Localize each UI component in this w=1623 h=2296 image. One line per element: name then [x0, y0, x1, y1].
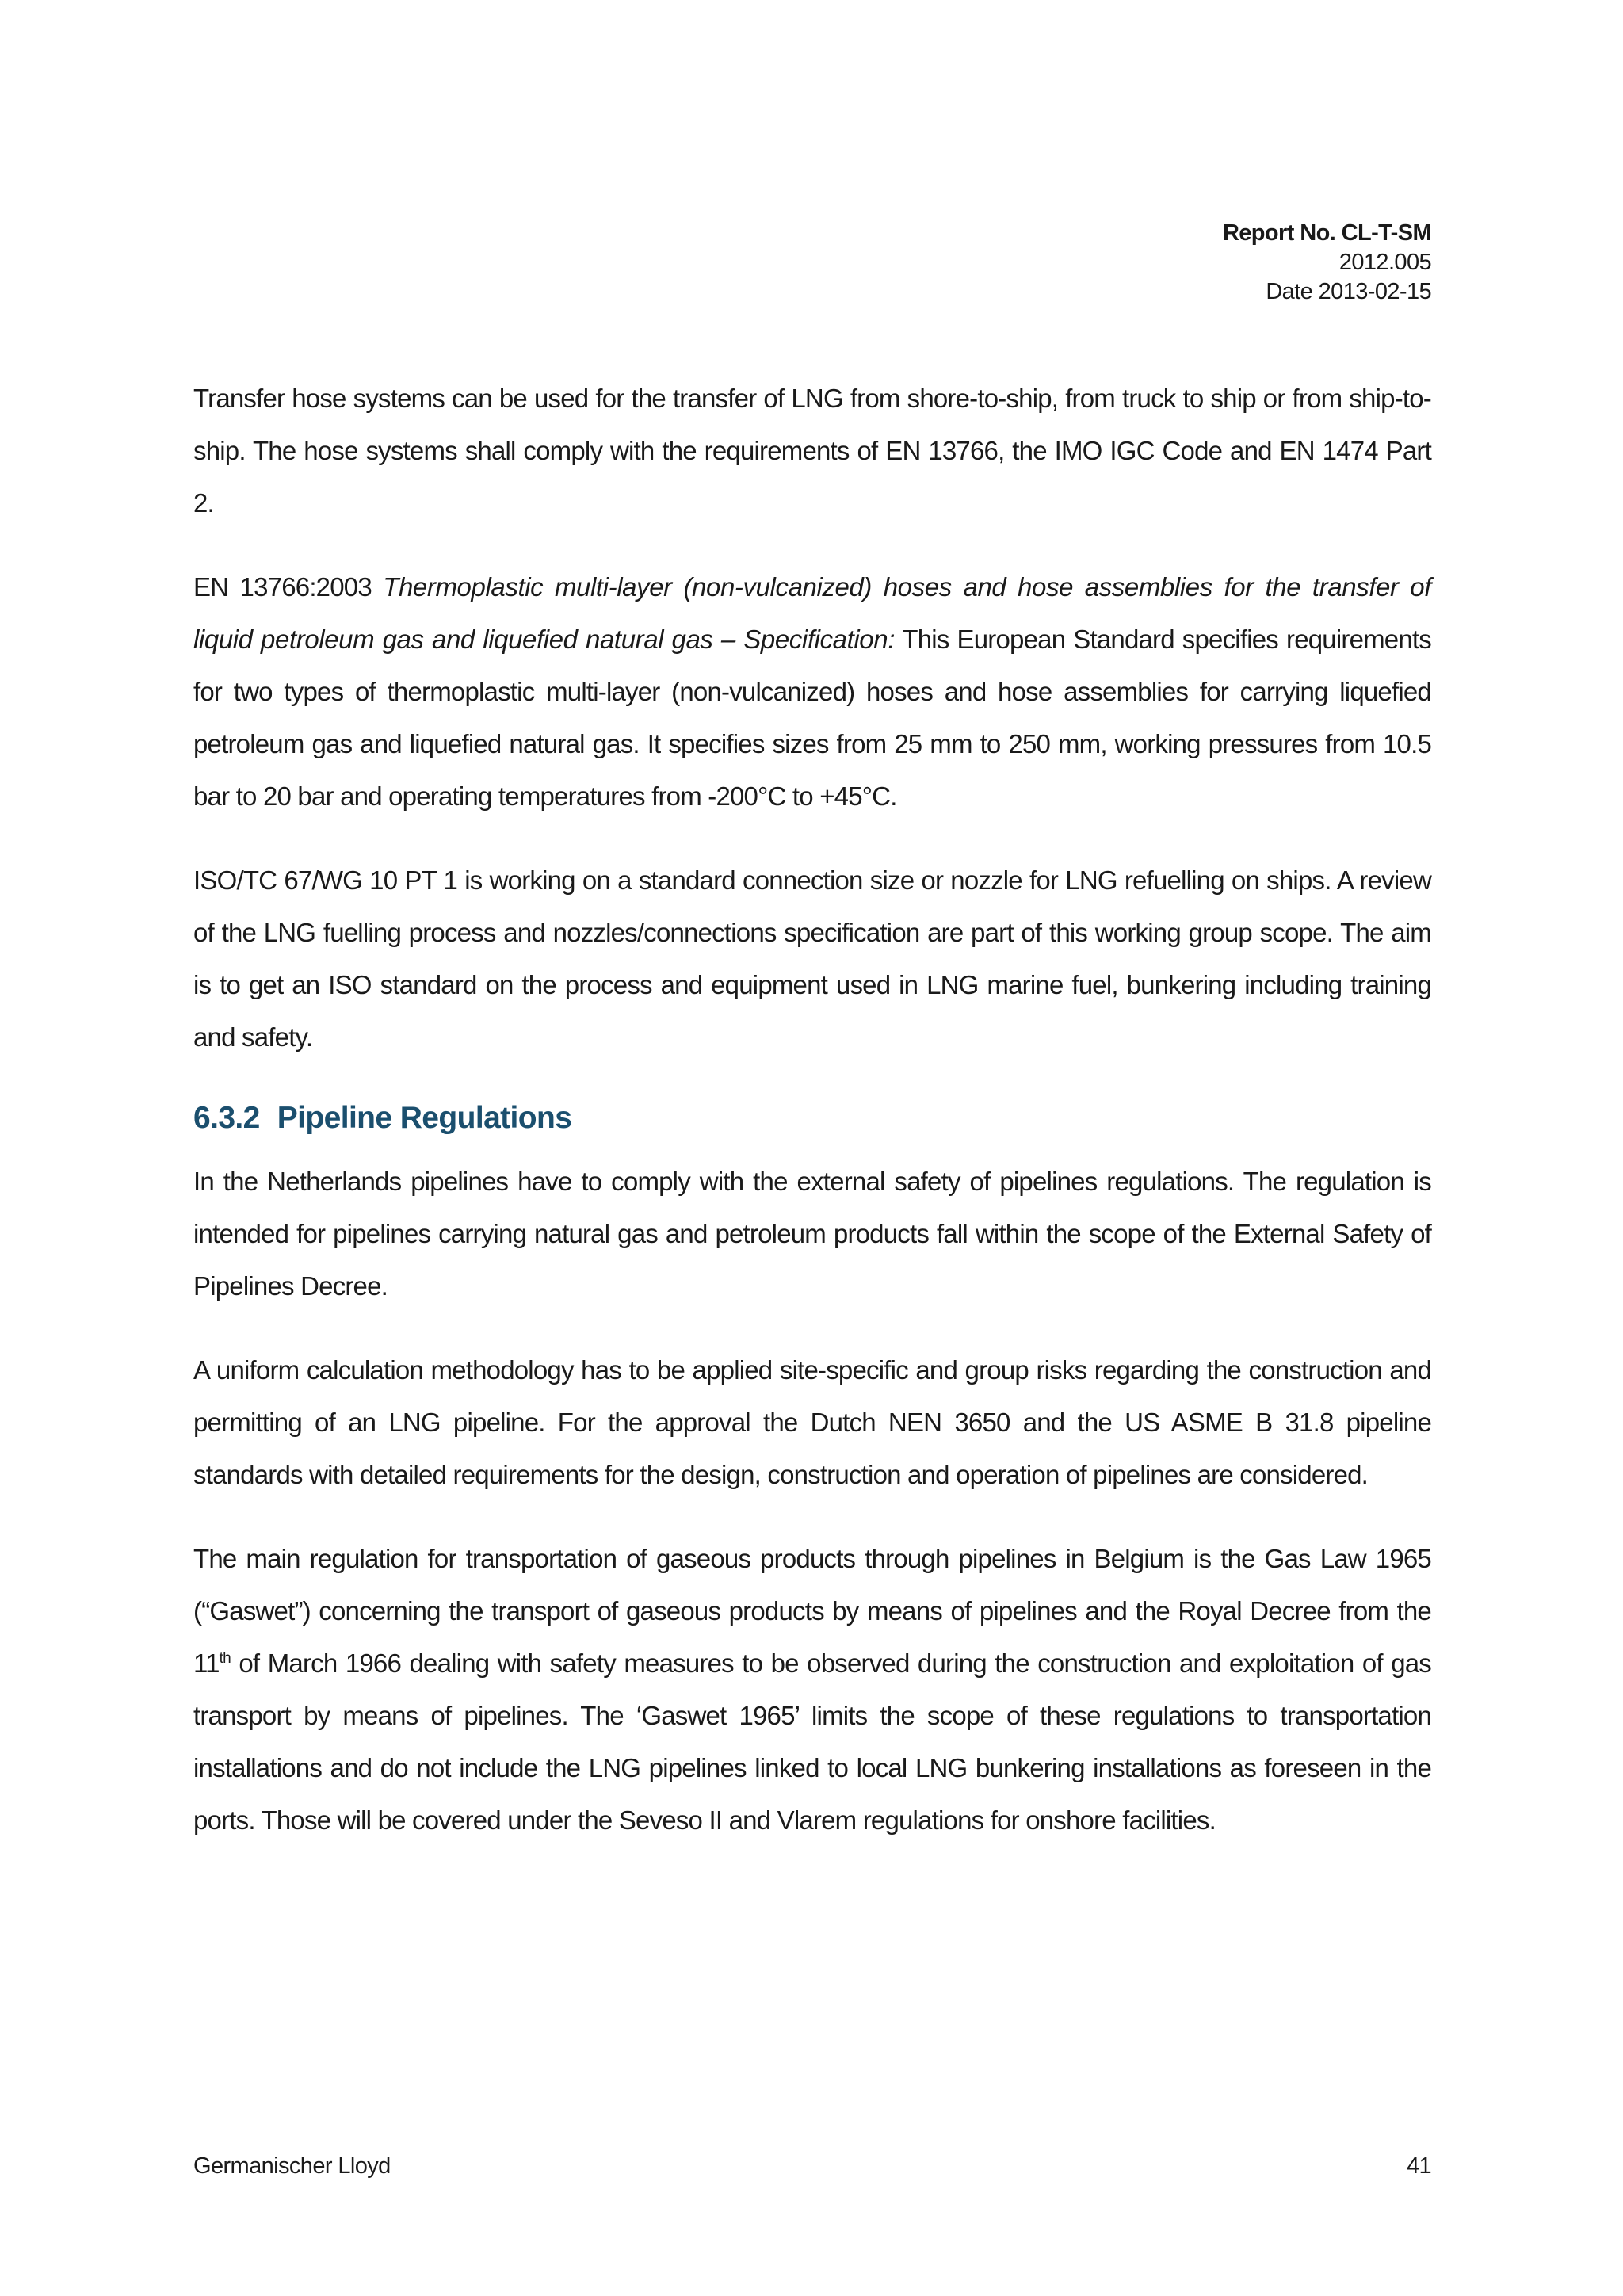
page-footer	[193, 2152, 1431, 2180]
report-id: 2012.005	[1338, 250, 1431, 275]
paragraph-calculation-methodology: A uniform calculation methodology has to be applied site-specific and group risks regarding the construction and permitting of an LNG pipeline. For the approval the Dutch NEN 3650 and the US ASME B 31.8 pipeline standards with detailed requirements for the design, construction and operation of pipelines are considered.	[193, 1355, 1431, 1489]
section-heading	[193, 1094, 1431, 1143]
belgium-text-part1: The main regulation for transportation of gaseous products through pipelines in Belgium is the Gas Law 1965 (“Gaswet”) concerning the transport of gaseous products by means of pipelines and the Royal Decree from the 11	[193, 1544, 1431, 1678]
standard-title: Thermoplastic multi-layer (non-vulcanized) hoses and hose assemblies for the transfer of liquid petroleum gas and liquefied natural gas – Specification:	[193, 572, 1432, 654]
standard-description: This European Standard specifies requirements for two types of thermoplastic multi-layer (non-vulcanized) hoses and hose assemblies for carrying liquefied petroleum gas and liquefied natural gas. It specifies sizes from 25 mm to 250 mm, working pressures from 10.5 bar to 20 bar and operating temperatures from -200°C to +45°C.	[193, 625, 1431, 811]
standard-reference: EN 13766:2003	[193, 572, 384, 602]
document-body	[193, 372, 1431, 1878]
paragraph-en13766	[193, 561, 1431, 823]
paragraph-netherlands: In the Netherlands pipelines have to comply with the external safety of pipelines regulations. The regulation is intended for pipelines carrying natural gas and petroleum products fall within the scope of the External Safety of Pipelines Decree.	[193, 1167, 1431, 1301]
page-number: 41	[1406, 2153, 1431, 2179]
belgium-text-part2: of March 1966 dealing with safety measures to be observed during the construction and exploitation of gas transport by means of pipelines. The ‘Gaswet 1965’ limits the scope of these regulations to transportation installations and do not include the LNG pipelines linked to local LNG bunkering installations as foreseen in the ports. Those will be covered under the Seveso II and Vlarem regulations for onshore facilities.	[193, 1648, 1431, 1835]
paragraph-belgium	[193, 1533, 1431, 1847]
ordinal-suffix: th	[219, 1650, 231, 1667]
report-number: Report No. CL-T-SM	[1222, 220, 1431, 246]
report-header	[1223, 219, 1431, 307]
footer-organization: Germanischer Lloyd	[193, 2153, 391, 2179]
paragraph-iso-tc67: ISO/TC 67/WG 10 PT 1 is working on a standard connection size or nozzle for LNG refuelling on ships. A review of the LNG fuelling process and nozzles/connections specification are part of this working group scope. The aim is to get an ISO standard on the process and equipment used in LNG marine fuel, bunkering including training and safety.	[193, 865, 1431, 1052]
report-date: Date 2013-02-15	[1266, 279, 1431, 304]
paragraph-transfer-hose: Transfer hose systems can be used for the transfer of LNG from shore-to-ship, from truck to ship or from ship-to-ship. The hose systems shall comply with the requirements of EN 13766, the IMO IGC Code and EN 1474 Part 2.	[193, 384, 1431, 518]
section-title: Pipeline Regulations	[277, 1101, 572, 1135]
section-number: 6.3.2	[193, 1101, 260, 1135]
